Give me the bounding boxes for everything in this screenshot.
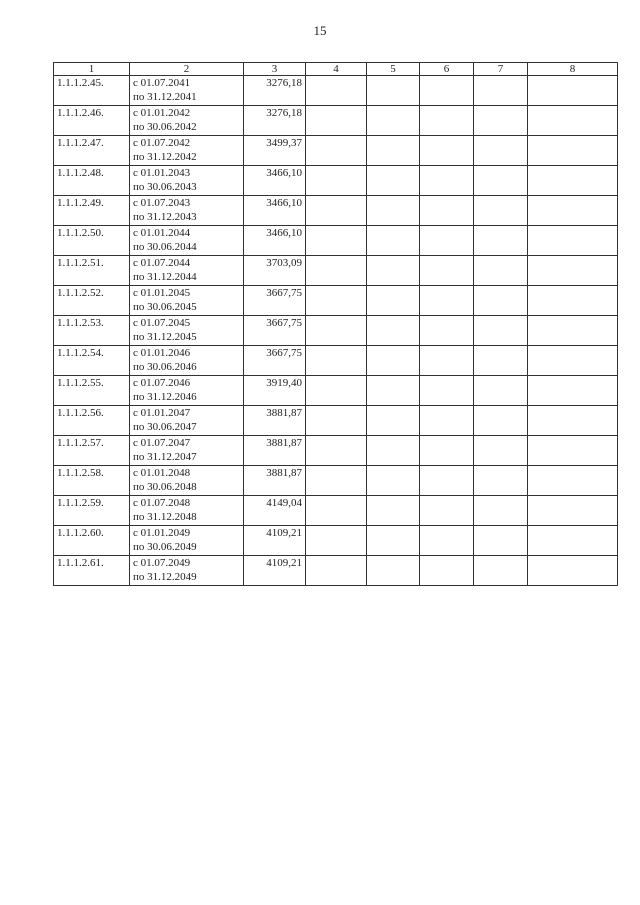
row-code: 1.1.1.2.50. [54, 226, 130, 256]
empty-cell-col-6 [420, 196, 474, 226]
row-value: 4109,21 [244, 556, 306, 586]
period-start: с 01.07.2047 [133, 437, 191, 449]
period-end: по 30.06.2044 [133, 241, 197, 253]
period-end: по 30.06.2048 [133, 481, 197, 493]
row-value: 3703,09 [244, 256, 306, 286]
period-start: с 01.01.2043 [133, 167, 191, 179]
empty-cell-col-4 [306, 406, 367, 436]
row-value: 3667,75 [244, 286, 306, 316]
empty-cell-col-6 [420, 316, 474, 346]
period-start: с 01.07.2042 [133, 137, 191, 149]
row-code: 1.1.1.2.49. [54, 196, 130, 226]
row-period [130, 526, 244, 556]
empty-cell-col-5 [367, 376, 420, 406]
empty-cell-col-5 [367, 256, 420, 286]
empty-cell-col-6 [420, 106, 474, 136]
period-end: по 31.12.2044 [133, 271, 197, 283]
empty-cell-col-5 [367, 76, 420, 106]
empty-cell-col-7 [474, 466, 528, 496]
empty-cell-col-7 [474, 256, 528, 286]
tariff-table [53, 62, 618, 586]
row-value: 3667,75 [244, 316, 306, 346]
period-end: по 31.12.2048 [133, 511, 197, 523]
row-code: 1.1.1.2.61. [54, 556, 130, 586]
empty-cell-col-4 [306, 286, 367, 316]
empty-cell-col-5 [367, 106, 420, 136]
empty-cell-col-5 [367, 466, 420, 496]
period-end: по 31.12.2045 [133, 331, 197, 343]
period-start: с 01.07.2049 [133, 557, 191, 569]
row-period [130, 166, 244, 196]
empty-cell-col-8 [528, 196, 618, 226]
empty-cell-col-4 [306, 526, 367, 556]
empty-cell-col-7 [474, 526, 528, 556]
table-row [54, 496, 618, 526]
row-value: 3499,37 [244, 136, 306, 166]
table-row [54, 106, 618, 136]
empty-cell-col-7 [474, 346, 528, 376]
empty-cell-col-4 [306, 76, 367, 106]
table-row [54, 436, 618, 466]
period-end: по 30.06.2042 [133, 121, 197, 133]
empty-cell-col-5 [367, 526, 420, 556]
period-start: с 01.07.2043 [133, 197, 191, 209]
table-row [54, 256, 618, 286]
empty-cell-col-5 [367, 316, 420, 346]
empty-cell-col-8 [528, 316, 618, 346]
period-end: по 31.12.2049 [133, 571, 197, 583]
empty-cell-col-6 [420, 376, 474, 406]
empty-cell-col-8 [528, 256, 618, 286]
empty-cell-col-8 [528, 286, 618, 316]
empty-cell-col-4 [306, 436, 367, 466]
row-period [130, 286, 244, 316]
empty-cell-col-8 [528, 106, 618, 136]
empty-cell-col-6 [420, 226, 474, 256]
row-code: 1.1.1.2.56. [54, 406, 130, 436]
column-header: 2 [130, 63, 244, 76]
column-header: 5 [367, 63, 420, 76]
row-code: 1.1.1.2.57. [54, 436, 130, 466]
table-row [54, 376, 618, 406]
row-period [130, 556, 244, 586]
row-value: 3881,87 [244, 436, 306, 466]
table-row [54, 346, 618, 376]
empty-cell-col-7 [474, 166, 528, 196]
empty-cell-col-6 [420, 556, 474, 586]
empty-cell-col-7 [474, 226, 528, 256]
empty-cell-col-5 [367, 286, 420, 316]
row-period [130, 406, 244, 436]
column-header: 3 [244, 63, 306, 76]
empty-cell-col-4 [306, 316, 367, 346]
empty-cell-col-7 [474, 496, 528, 526]
empty-cell-col-7 [474, 196, 528, 226]
empty-cell-col-5 [367, 346, 420, 376]
empty-cell-col-8 [528, 466, 618, 496]
row-value: 3881,87 [244, 406, 306, 436]
row-period [130, 76, 244, 106]
table-row [54, 406, 618, 436]
empty-cell-col-6 [420, 136, 474, 166]
row-value: 3466,10 [244, 196, 306, 226]
period-start: с 01.07.2046 [133, 377, 191, 389]
empty-cell-col-4 [306, 376, 367, 406]
row-value: 3276,18 [244, 106, 306, 136]
empty-cell-col-7 [474, 406, 528, 436]
empty-cell-col-8 [528, 166, 618, 196]
row-code: 1.1.1.2.47. [54, 136, 130, 166]
period-end: по 31.12.2042 [133, 151, 197, 163]
empty-cell-col-6 [420, 76, 474, 106]
row-code: 1.1.1.2.51. [54, 256, 130, 286]
empty-cell-col-7 [474, 556, 528, 586]
column-header: 1 [54, 63, 130, 76]
empty-cell-col-4 [306, 166, 367, 196]
row-code: 1.1.1.2.58. [54, 466, 130, 496]
empty-cell-col-6 [420, 346, 474, 376]
column-header: 6 [420, 63, 474, 76]
table-body [54, 76, 618, 586]
row-period [130, 226, 244, 256]
period-start: с 01.01.2044 [133, 227, 191, 239]
row-code: 1.1.1.2.60. [54, 526, 130, 556]
period-end: по 30.06.2049 [133, 541, 197, 553]
row-period [130, 436, 244, 466]
period-start: с 01.01.2047 [133, 407, 191, 419]
row-value: 3667,75 [244, 346, 306, 376]
row-code: 1.1.1.2.59. [54, 496, 130, 526]
empty-cell-col-6 [420, 286, 474, 316]
empty-cell-col-4 [306, 256, 367, 286]
empty-cell-col-8 [528, 496, 618, 526]
row-value: 3881,87 [244, 466, 306, 496]
empty-cell-col-5 [367, 136, 420, 166]
row-value: 3466,10 [244, 226, 306, 256]
period-start: с 01.01.2049 [133, 527, 191, 539]
row-period [130, 136, 244, 166]
row-code: 1.1.1.2.55. [54, 376, 130, 406]
table-row [54, 226, 618, 256]
period-end: по 31.12.2046 [133, 391, 197, 403]
period-end: по 30.06.2047 [133, 421, 197, 433]
column-header: 4 [306, 63, 367, 76]
row-period [130, 106, 244, 136]
empty-cell-col-4 [306, 556, 367, 586]
period-end: по 31.12.2043 [133, 211, 197, 223]
table-row [54, 316, 618, 346]
empty-cell-col-5 [367, 226, 420, 256]
period-end: по 30.06.2045 [133, 301, 197, 313]
page-number: 15 [313, 23, 327, 38]
empty-cell-col-6 [420, 166, 474, 196]
period-start: с 01.01.2046 [133, 347, 191, 359]
empty-cell-col-4 [306, 346, 367, 376]
table-row [54, 556, 618, 586]
period-end: по 31.12.2041 [133, 91, 197, 103]
period-end: по 30.06.2043 [133, 181, 197, 193]
empty-cell-col-8 [528, 406, 618, 436]
empty-cell-col-7 [474, 76, 528, 106]
empty-cell-col-5 [367, 166, 420, 196]
column-header: 8 [528, 63, 618, 76]
header-row [54, 63, 618, 76]
row-period [130, 346, 244, 376]
empty-cell-col-6 [420, 496, 474, 526]
period-start: с 01.07.2044 [133, 257, 191, 269]
empty-cell-col-4 [306, 496, 367, 526]
empty-cell-col-7 [474, 376, 528, 406]
row-value: 4149,04 [244, 496, 306, 526]
period-start: с 01.01.2042 [133, 107, 191, 119]
empty-cell-col-4 [306, 466, 367, 496]
period-start: с 01.07.2045 [133, 317, 191, 329]
empty-cell-col-8 [528, 346, 618, 376]
row-value: 3466,10 [244, 166, 306, 196]
empty-cell-col-5 [367, 196, 420, 226]
empty-cell-col-6 [420, 256, 474, 286]
empty-cell-col-7 [474, 106, 528, 136]
empty-cell-col-8 [528, 226, 618, 256]
row-code: 1.1.1.2.46. [54, 106, 130, 136]
empty-cell-col-7 [474, 436, 528, 466]
period-start: с 01.07.2048 [133, 497, 191, 509]
empty-cell-col-6 [420, 466, 474, 496]
table-row [54, 136, 618, 166]
row-code: 1.1.1.2.48. [54, 166, 130, 196]
column-header: 7 [474, 63, 528, 76]
row-code: 1.1.1.2.52. [54, 286, 130, 316]
row-value: 3919,40 [244, 376, 306, 406]
empty-cell-col-4 [306, 196, 367, 226]
empty-cell-col-8 [528, 376, 618, 406]
empty-cell-col-8 [528, 526, 618, 556]
period-end: по 30.06.2046 [133, 361, 197, 373]
empty-cell-col-4 [306, 136, 367, 166]
period-start: с 01.01.2048 [133, 467, 191, 479]
period-start: с 01.07.2041 [133, 77, 191, 89]
empty-cell-col-4 [306, 226, 367, 256]
empty-cell-col-7 [474, 136, 528, 166]
row-period [130, 316, 244, 346]
empty-cell-col-6 [420, 406, 474, 436]
row-value: 4109,21 [244, 526, 306, 556]
period-end: по 31.12.2047 [133, 451, 197, 463]
table-row [54, 466, 618, 496]
row-period [130, 376, 244, 406]
row-period [130, 196, 244, 226]
empty-cell-col-8 [528, 556, 618, 586]
period-start: с 01.01.2045 [133, 287, 191, 299]
row-period [130, 496, 244, 526]
row-period [130, 256, 244, 286]
empty-cell-col-5 [367, 436, 420, 466]
empty-cell-col-8 [528, 436, 618, 466]
empty-cell-col-6 [420, 436, 474, 466]
row-code: 1.1.1.2.53. [54, 316, 130, 346]
table-row [54, 526, 618, 556]
empty-cell-col-8 [528, 136, 618, 166]
empty-cell-col-5 [367, 406, 420, 436]
row-code: 1.1.1.2.45. [54, 76, 130, 106]
table-row [54, 286, 618, 316]
table-row [54, 196, 618, 226]
empty-cell-col-4 [306, 106, 367, 136]
table-row [54, 166, 618, 196]
empty-cell-col-7 [474, 286, 528, 316]
empty-cell-col-5 [367, 556, 420, 586]
empty-cell-col-8 [528, 76, 618, 106]
empty-cell-col-7 [474, 316, 528, 346]
row-code: 1.1.1.2.54. [54, 346, 130, 376]
row-value: 3276,18 [244, 76, 306, 106]
empty-cell-col-6 [420, 526, 474, 556]
row-period [130, 466, 244, 496]
table-row [54, 76, 618, 106]
empty-cell-col-5 [367, 496, 420, 526]
